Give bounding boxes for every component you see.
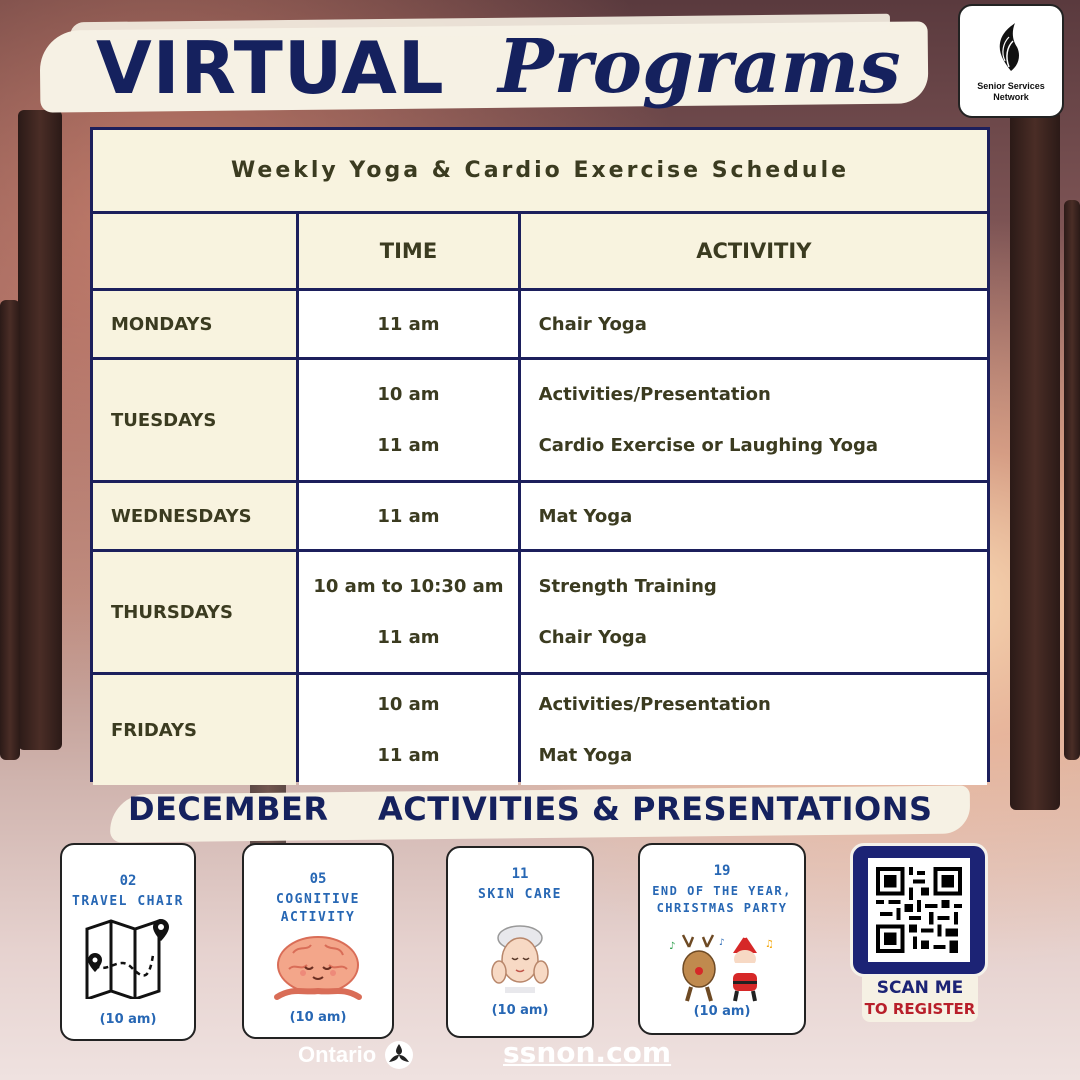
schedule-grid: [93, 214, 987, 788]
time-value: 10 am to 10:30 am: [313, 576, 504, 597]
ontario-logo: [298, 1040, 414, 1070]
logo-line-1: Senior Services: [977, 81, 1045, 92]
schedule-table: [90, 127, 990, 782]
svg-text:♪: ♪: [669, 941, 676, 952]
activity-cell: [521, 360, 987, 480]
header-activity: ACTIVITIY: [521, 214, 987, 288]
day-label: FRIDAYS: [93, 675, 296, 785]
december-heading: ACTIVITIES & PRESENTATIONS: [378, 790, 933, 828]
day-label: MONDAYS: [93, 291, 296, 357]
card-date: 05: [309, 871, 327, 887]
card-time: (10 am): [491, 1003, 549, 1018]
table-row: [93, 483, 987, 549]
card-time: (10 am): [99, 1012, 157, 1027]
activity-value: Strength Training: [538, 576, 717, 597]
card-time: (10 am): [693, 1004, 751, 1019]
activity-value: Activities/Presentation: [538, 694, 771, 715]
table-header-row: [93, 214, 987, 288]
face-care-icon: [448, 924, 592, 996]
day-label: TUESDAYS: [93, 360, 296, 480]
card-title: END OF THE YEAR, CHRISTMAS PARTY: [652, 884, 792, 915]
ssn-logo: [958, 4, 1064, 118]
activity-card-christmas-party[interactable]: [638, 843, 806, 1035]
activity-value: Cardio Exercise or Laughing Yoga: [538, 435, 879, 456]
table-row: [93, 360, 987, 480]
time-value: 11 am: [377, 435, 440, 456]
time-cell: [299, 552, 517, 672]
table-row: [93, 291, 987, 357]
logo-text: [977, 81, 1045, 102]
activity-card-skin-care[interactable]: [446, 846, 594, 1038]
title-banner: [40, 12, 928, 122]
brain-icon: [244, 933, 392, 1009]
time-cell: [299, 483, 517, 549]
qr-code-card[interactable]: [850, 843, 988, 977]
time-cell: [299, 675, 517, 785]
trillium-icon: [384, 1040, 414, 1070]
card-date: 11: [511, 866, 529, 882]
activity-value: Chair Yoga: [538, 313, 647, 335]
card-date: 02: [119, 873, 137, 889]
activity-cell: [521, 483, 987, 549]
time-value: 10 am: [377, 384, 440, 405]
table-row: [93, 675, 987, 785]
december-month: DECEMBER: [128, 790, 329, 828]
time-value: 11 am: [377, 745, 440, 766]
activity-card-travel-chair[interactable]: [60, 843, 196, 1041]
title-programs: Programs: [498, 24, 901, 110]
card-title: TRAVEL CHAIR: [72, 894, 184, 909]
activity-value: Mat Yoga: [538, 505, 633, 527]
tree-trunk: [1064, 200, 1080, 760]
time-value: 11 am: [377, 627, 440, 648]
header-day: [93, 214, 296, 288]
time-value: 10 am: [377, 694, 440, 715]
map-icon: [62, 915, 194, 999]
day-label: THURSDAYS: [93, 552, 296, 672]
santa-reindeer-icon: [640, 933, 804, 1003]
tree-trunk: [0, 300, 20, 760]
title-virtual: VIRTUAL: [96, 26, 445, 110]
header-time: TIME: [299, 214, 517, 288]
activity-cell: [521, 291, 987, 357]
activity-value: Mat Yoga: [538, 745, 633, 766]
logo-line-2: Network: [993, 91, 1029, 102]
ontario-text: Ontario: [298, 1042, 377, 1067]
time-cell: [299, 291, 517, 357]
day-label: WEDNESDAYS: [93, 483, 296, 549]
butterfly-icon: [993, 21, 1029, 73]
time-cell: [299, 360, 517, 480]
svg-text:♪: ♪: [719, 938, 725, 948]
tree-trunk: [1010, 110, 1060, 810]
activity-cell: [521, 675, 987, 785]
december-banner: [110, 784, 970, 840]
svg-text:♫: ♫: [765, 939, 774, 950]
to-register-text: TO REGISTER: [864, 1000, 976, 1018]
time-value: 11 am: [377, 505, 440, 527]
card-title: COGNITIVE ACTIVITY: [276, 892, 360, 926]
register-label[interactable]: [862, 976, 978, 1022]
card-date: 19: [713, 863, 731, 879]
tree-trunk: [18, 110, 62, 750]
card-title: SKIN CARE: [478, 887, 562, 902]
activity-card-cognitive-activity[interactable]: [242, 843, 394, 1039]
activity-value: Activities/Presentation: [538, 384, 771, 405]
card-time: (10 am): [289, 1010, 347, 1025]
time-value: 11 am: [377, 313, 440, 335]
activity-cell: [521, 552, 987, 672]
table-row: [93, 552, 987, 672]
schedule-title: Weekly Yoga & Cardio Exercise Schedule: [93, 130, 987, 211]
qr-code-icon: [868, 858, 970, 962]
website-link[interactable]: ssnon.com: [503, 1036, 672, 1069]
scan-me-text: SCAN ME: [876, 978, 964, 998]
activity-value: Chair Yoga: [538, 627, 647, 648]
